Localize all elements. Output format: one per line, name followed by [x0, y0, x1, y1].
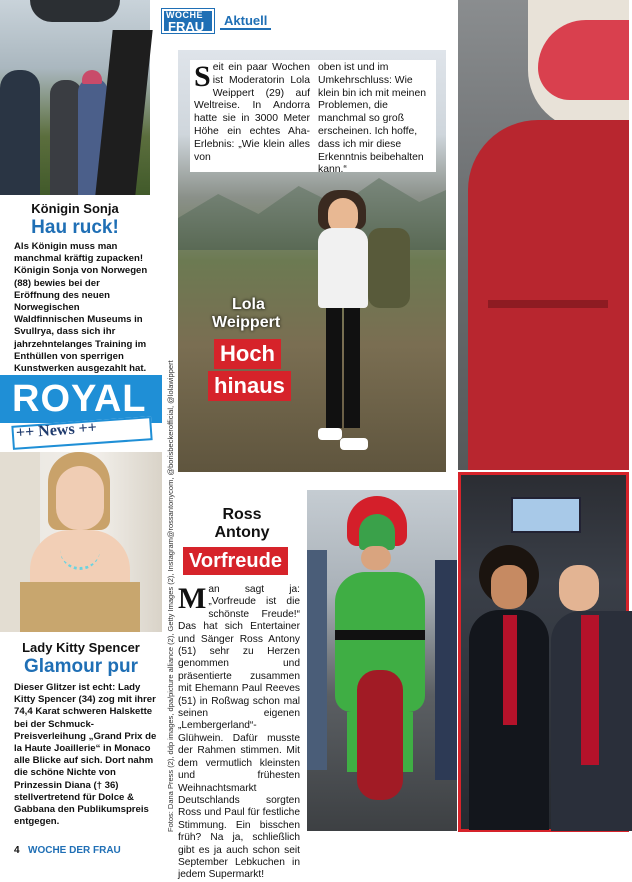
lola-tag-line2: hinaus: [208, 371, 291, 401]
photo-credits: Fotos: Dana Press (2), ddp images, dpa/picture alliance (2), Getty Images (2), Instagram@rossantonycom, @borisbeckerofficial, @lolawippert: [166, 360, 175, 832]
lola-tag-line1: Hoch: [214, 339, 281, 369]
lola-name-line2: Weippert: [212, 314, 281, 331]
ross-name-line1: Ross: [222, 506, 262, 523]
lola-dropcap: S: [194, 60, 211, 93]
kitty-headline: Glamour pur: [23, 656, 138, 677]
ross-tag: Vorfreude: [183, 547, 288, 575]
royal-subtitle: ++ News ++: [15, 419, 98, 442]
magazine-logo: WOCHE FRAU Aktuell: [162, 9, 280, 33]
page-number: 4: [14, 845, 20, 856]
royal-red-coat-photo: [458, 0, 629, 470]
boris-becker-stadium-photo: [458, 472, 629, 832]
ross-antony-photo: [307, 490, 457, 831]
lola-body-left: eit ein paar Wochen ist Moderatorin Lola Weippert (29) auf Weltreise. In Andorra hatte sie in 3000 Meter Höhe ein echtes Aha-Erlebnis: „Wie klein alles von: [194, 62, 310, 163]
sonja-kicker: Königin Sonja: [31, 201, 119, 216]
lola-name-line1: Lola: [232, 296, 265, 313]
lola-text-box: [190, 60, 436, 176]
royal-news-banner: [0, 375, 162, 447]
kitty-kicker: Lady Kitty Spencer: [22, 640, 140, 655]
lola-body-right: oben ist und im Umkehrschluss: Wie klein bin ich mit meinen Problemen, die manchmal so groß erscheinen. Ich hoffe, dass ich mir diese Erkenntnis beibehalten kann.“: [318, 62, 426, 176]
lady-kitty-photo: [0, 452, 162, 632]
kitty-body: Dieser Glitzer ist echt: Lady Kitty Spencer (34) zog mit ihrer 74,4 Karat schweren Halskette bei der Schmuck-Preisverleihung „Grand Prix de la Haute Joaillerie“ in Monaco alle Blicke auf sich. Dort nahm die schöne Nichte von Prinzessin Diana († 36) stellvertretend für Dolce & Gabbana den Publikumspreis entgegen.: [14, 682, 157, 828]
ross-dropcap: M: [178, 582, 207, 615]
queen-sonja-photo: [0, 0, 150, 195]
ross-name-line2: Antony: [214, 524, 270, 541]
section-label: Aktuell: [220, 13, 271, 30]
ross-body-block: [178, 584, 300, 882]
sonja-body: Als Königin muss man manchmal kräftig zupacken! Königin Sonja von Norwegen (88) bewies bei der Eröffnung des neuen Norwegischen Waldfinnischen Museums in Svullrya, dass sich ihr jahrzehntelanges Training im Enthüllen von sperrigen Kunstwerken ausgezahlt hat.: [14, 241, 148, 375]
sonja-headline: Hau ruck!: [31, 217, 119, 238]
ross-body: an sagt ja: „Vorfreude ist die schönste Freude!“ Das hat sich Entertainer und Sänger Ross Antony (51) sehr zu Herzen genommen und präsentierte zusammen mit Ehemann Paul Reeves (51) in Roßwag schon mal seinen eigenen „Lembergerland“-Glühwein. Dafür musste der Rahmen stimmen. Mit dem vermutlich kleinsten und frühesten Weihnachtsmarkt Deutschlands sorgten Ross und Paul für festliche Stimmung. Ein bisschen früh? Na ja, schließlich gibt es ja auch schon seit September Lebkuchen in jedem Supermarkt!: [178, 584, 300, 881]
royal-title: ROYAL: [12, 378, 147, 420]
magazine-name-footer: WOCHE DER FRAU: [28, 845, 121, 856]
